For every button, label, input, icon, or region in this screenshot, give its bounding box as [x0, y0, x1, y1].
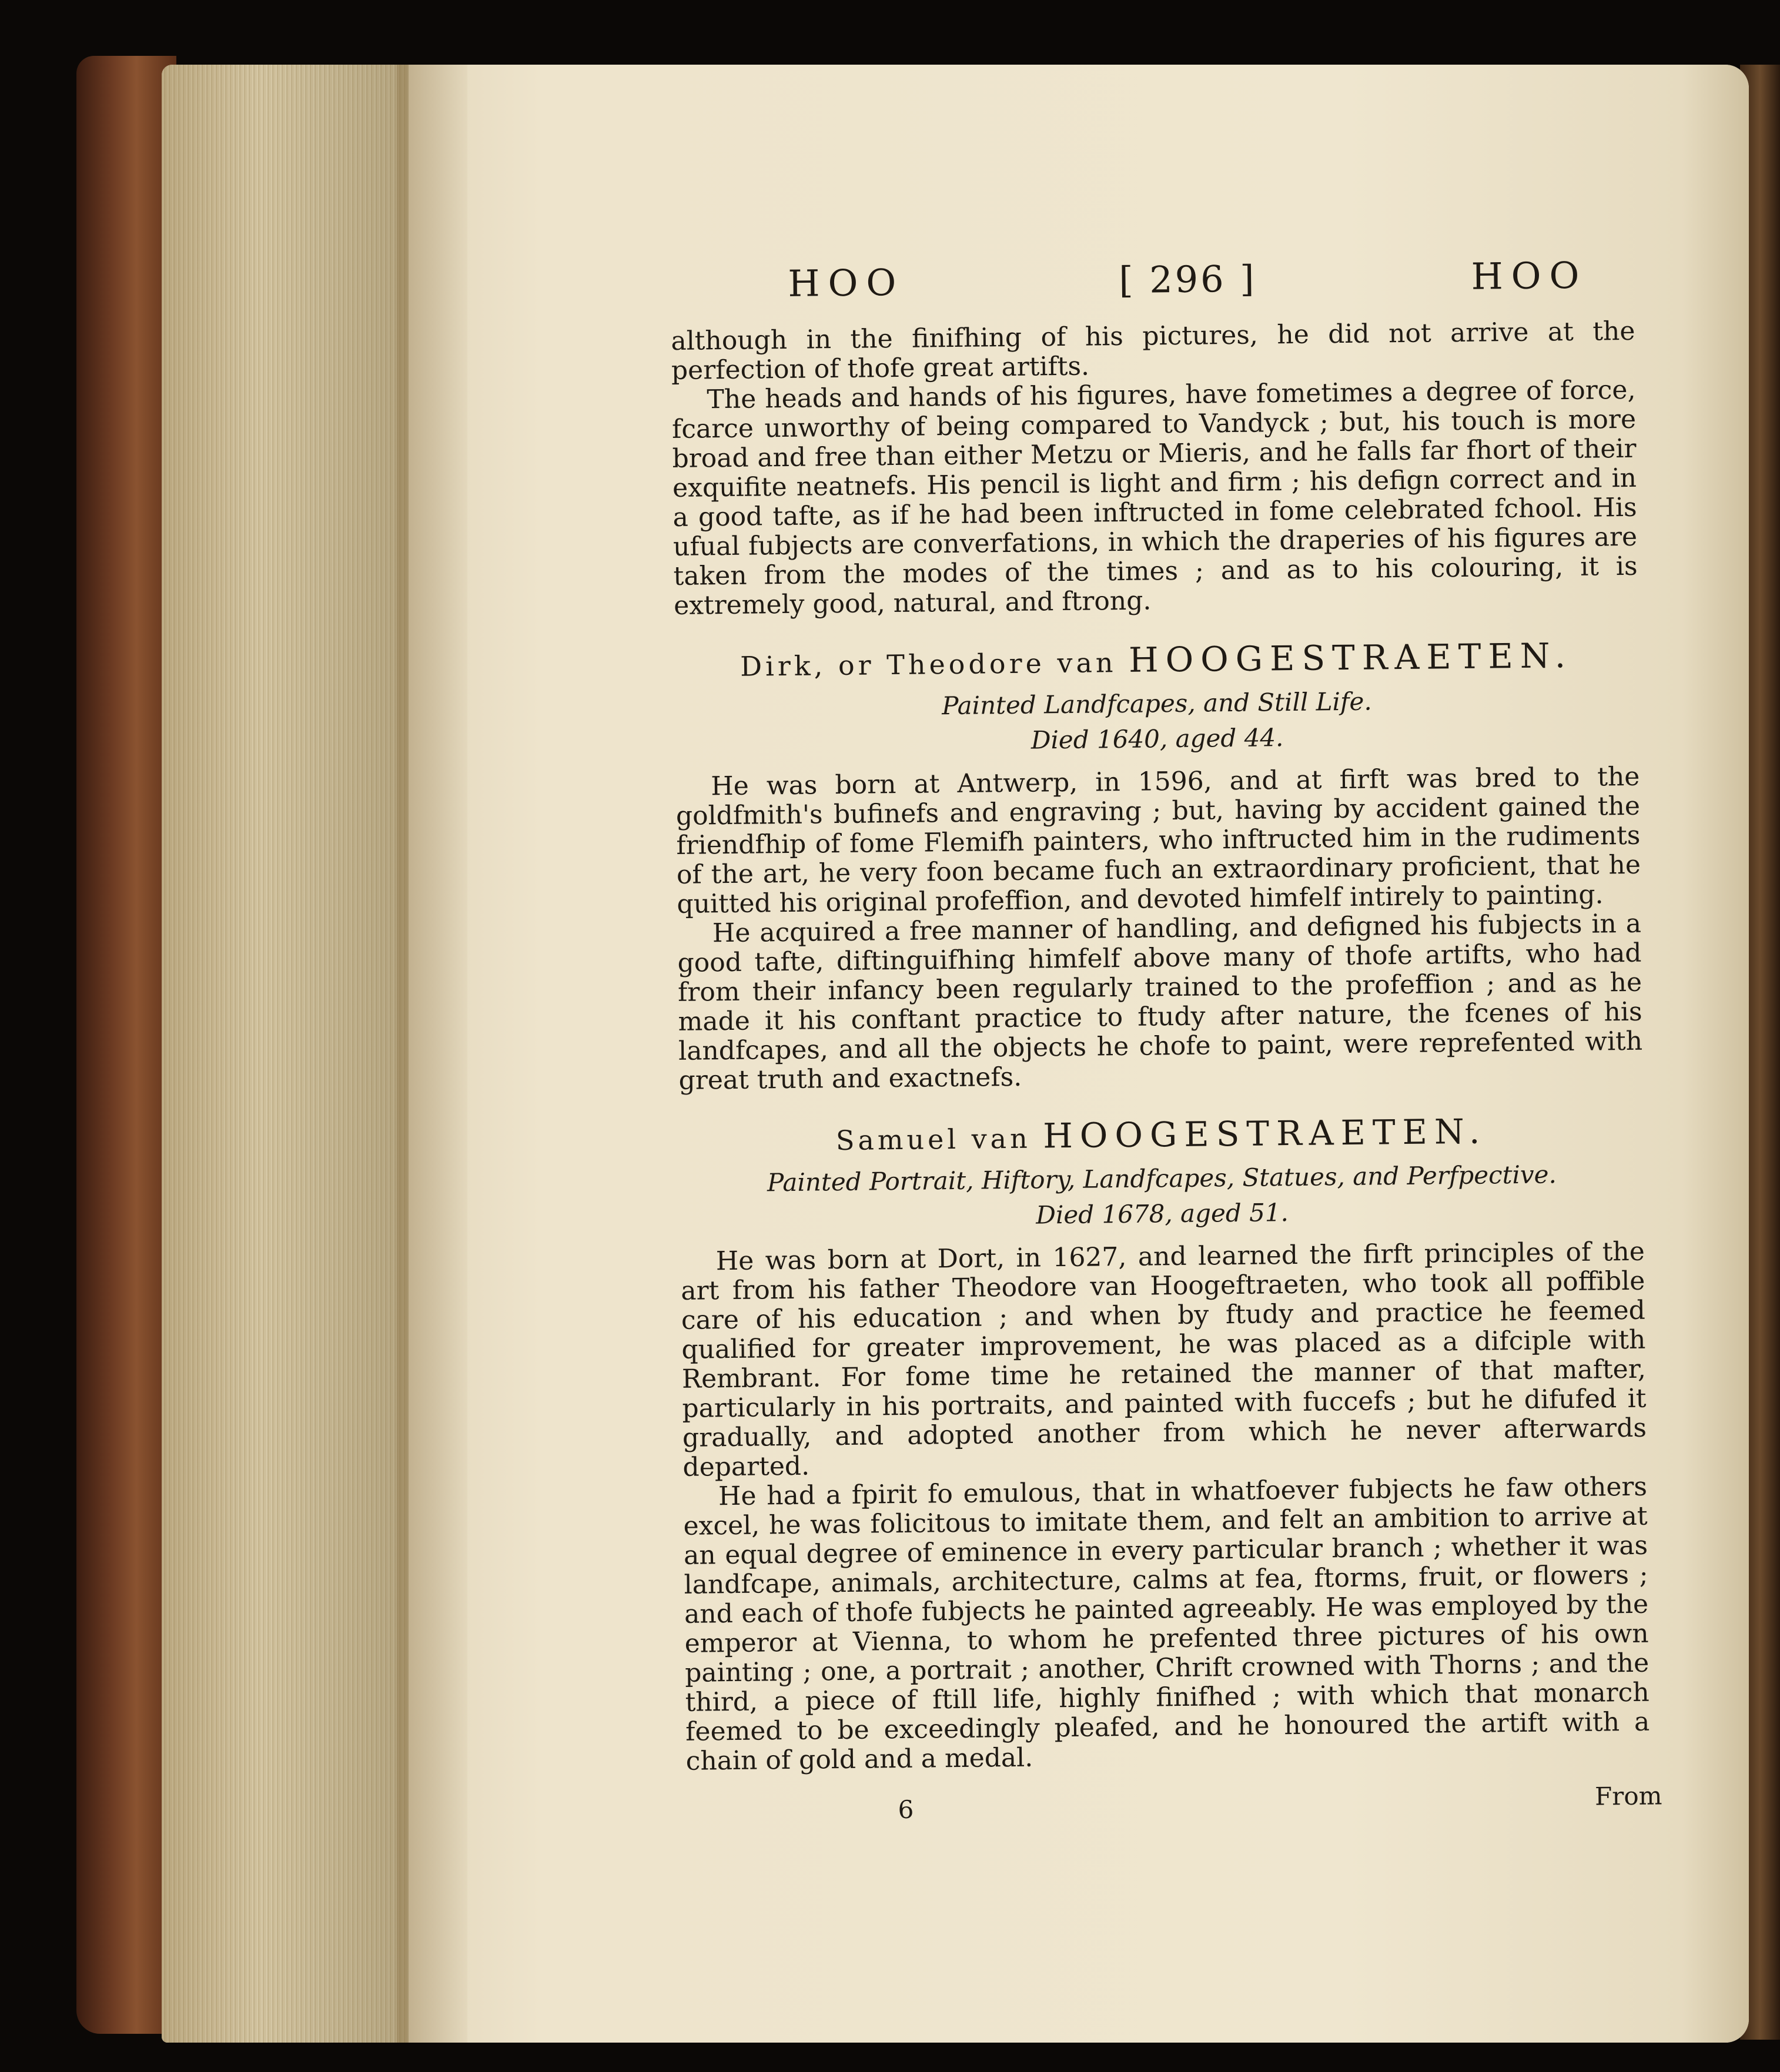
page-gutter [397, 65, 467, 2043]
running-head-left: HOO [788, 260, 905, 305]
entry-name-small: Dirk, or Theodore van [740, 647, 1117, 682]
entry-heading-samuel [679, 1111, 1643, 1157]
catchword: From [1594, 1781, 1662, 1811]
entry-paragraph: He was born at Antwerp, in 1596, and at firft was bred to the goldfmith's bufinefs and engraving ; but, having by accident gained the friendfhip of fome Flemifh painters, who inftructed him in the rudiments of the art, he very foon became fuch an extraordinary proficient, that he quitted his original profeffion, and devoted himfelf intirely to painting. [675, 761, 1641, 919]
page-number: [ 296 ] [1118, 257, 1257, 302]
entry-paragraph: He had a fpirit fo emulous, that in whatfoever fubjects he faw others excel, he was folicitous to imitate them, and felt an ambition to arrive at an equal degree of eminence in every particular branch ; whether it was landfcape, animals, architecture, calms at fea, ftorms, fruit, or flowers ; and each of thofe fubjects he painted agreeably. He was employed by the emperor at Vienna, to whom he prefented three pictures of his own painting ; one, a portrait ; another, Chrift crowned with Thorns ; and the third, a piece of ftill life, highly finifhed ; with which that monarch feemed to be exceedingly pleafed, and he honoured the artift with a chain of gold and a medal. [683, 1471, 1650, 1776]
running-head [788, 249, 1588, 310]
signature-mark: 6 [898, 1795, 914, 1825]
entry-subtitle: Painted Portrait, Hiftory, Landfcapes, Statues, and Perfpective. [767, 1160, 1557, 1197]
entry-died: Died 1678, aged 51. [1036, 1198, 1289, 1230]
page-edges [162, 65, 409, 2043]
entry-heading-dirk [674, 635, 1638, 682]
entry-paragraph: He acquired a free manner of handling, and defigned his fubjects in a good tafte, diftinguifhing himfelf above many of thofe artifts, who had from their infancy been regularly trained to the profeffion ; and as he made it his conftant practice to ftudy after nature, the fcenes of his landfcapes, and all the objects he chofe to paint, were reprefented with great truth and exactnefs. [677, 908, 1643, 1096]
running-head-right: HOO [1471, 253, 1588, 298]
entry-name-large: HOOGESTRAETEN. [1128, 635, 1573, 680]
text-block [670, 249, 1662, 1827]
intro-paragraph-2: The heads and hands of his figures, have fometimes a degree of force, fcarce unworthy of being compared to Vandyck ; but, his touch is more broad and free than either Metzu or Mieris, and he falls far fhort of their exquifite neatnefs. His pencil is light and firm ; his defign correct and in a good tafte, as if he had been inftructed in fome celebrated fchool. His ufual fubjects are converfations, in which the draperies of his figures are taken from the modes of the times ; and as to his colouring, it is extremely good, natural, and ftrong. [671, 374, 1638, 621]
entry-name-small: Samuel van [835, 1122, 1031, 1157]
entry-died: Died 1640, aged 44. [1030, 723, 1284, 755]
entry-subtitle: Painted Landfcapes, and Still Life. [941, 687, 1372, 721]
intro-paragraph-1: although in the finifhing of his pictures, he did not arrive at the perfection of thofe great artifts. [671, 316, 1635, 386]
entry-paragraph: He was born at Dort, in 1627, and learned the firft principles of the art from his father Theodore van Hoogeftraeten, who took all poffible care of his education ; and when by ftudy and practice he feemed qualified for greater improvement, he was placed as a difciple with Rembrant. For fome time he retained the manner of that mafter, particularly in his portraits, and painted with fuccefs ; but he difufed it gradually, and adopted another from which he never afterwards departed. [681, 1236, 1647, 1482]
entry-name-large: HOOGESTRAETEN. [1042, 1111, 1487, 1156]
